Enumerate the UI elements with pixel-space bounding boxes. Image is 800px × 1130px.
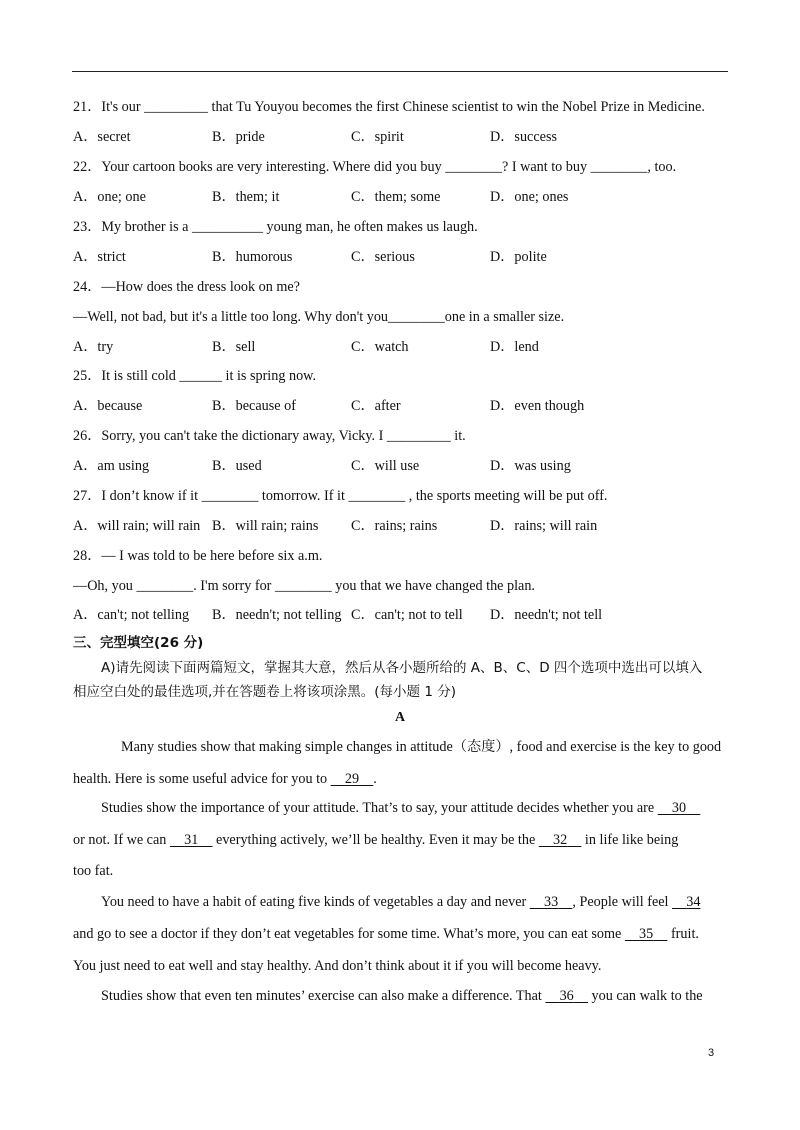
option-d[interactable]: D．one; ones: [490, 189, 569, 205]
question-27: 27．I don’t know if it ________ tomorrow. If it ________ , the sports meeting will be put off.: [73, 488, 608, 504]
option-b[interactable]: B．needn't; not telling: [212, 607, 342, 623]
passage-p2-line-3: too fat.: [73, 863, 114, 879]
question-25: 25．It is still cold ______ it is spring now.: [73, 368, 317, 384]
passage-text: health. Here is some useful advice for you to: [73, 771, 331, 787]
question-23: 23．My brother is a __________ young man, he often makes us laugh.: [73, 219, 478, 235]
question-28-response: —Oh, you ________. I'm sorry for ________ you that we have changed the plan.: [73, 578, 535, 594]
option-c[interactable]: C．will use: [351, 458, 420, 474]
question-28: 28．— I was told to be here before six a.m.: [73, 548, 323, 564]
option-c[interactable]: C．rains; rains: [351, 518, 438, 534]
passage-p2-line-2: or not. If we can 31 everything actively, we’ll be healthy. Even it may be the 32 in life like being: [73, 832, 679, 848]
option-d[interactable]: D．was using: [490, 458, 571, 474]
question-21: 21．It's our _________ that Tu Youyou becomes the first Chinese scientist to win the Nobel Prize in Medicine.: [73, 99, 705, 115]
passage-p3-line-2: and go to see a doctor if they don’t eat vegetables for some time. What’s more, you can eat some 35 fruit.: [73, 926, 699, 942]
option-b[interactable]: B．will rain; rains: [212, 518, 319, 534]
question-24: 24．—How does the dress look on me?: [73, 279, 300, 295]
option-b[interactable]: B．sell: [212, 339, 256, 355]
option-d[interactable]: D．polite: [490, 249, 547, 265]
passage-p3-line-3: You just need to eat well and stay healthy. And don’t think about it if you will become heavy.: [73, 958, 602, 974]
option-d[interactable]: D．needn't; not tell: [490, 607, 603, 623]
option-d[interactable]: D．success: [490, 129, 557, 145]
option-a[interactable]: A．because: [73, 398, 143, 414]
option-a[interactable]: A．can't; not telling: [73, 607, 190, 623]
option-c[interactable]: C．after: [351, 398, 401, 414]
option-c[interactable]: C．can't; not to tell: [351, 607, 463, 623]
option-a[interactable]: A．try: [73, 339, 114, 355]
blank-36[interactable]: 36: [559, 988, 574, 1004]
blank-31[interactable]: 31: [184, 832, 199, 848]
option-b[interactable]: B．humorous: [212, 249, 293, 265]
option-a[interactable]: A．am using: [73, 458, 150, 474]
option-c[interactable]: C．spirit: [351, 129, 404, 145]
blank-29[interactable]: 29: [344, 771, 360, 787]
option-d[interactable]: D．rains; will rain: [490, 518, 598, 534]
passage-p2-line-1: Studies show the importance of your attitude. That’s to say, your attitude decides whether you are 30: [101, 799, 700, 817]
option-c[interactable]: C．serious: [351, 249, 415, 265]
blank-33[interactable]: 33: [543, 894, 559, 910]
passage-label: A: [394, 710, 406, 725]
question-26: 26．Sorry, you can't take the dictionary away, Vicky. I _________ it.: [73, 428, 466, 444]
blank-34[interactable]: 34: [686, 894, 701, 910]
page-number: 3: [708, 1047, 715, 1059]
passage-p3-line-1: You need to have a habit of eating five kinds of vegetables a day and never 33 , People will feel 34: [101, 894, 701, 910]
section-instruction-line-2: 相应空白处的最佳选项,并在答题卷上将该项涂黑。(每小题 1 分): [73, 684, 456, 700]
blank-35[interactable]: 35: [639, 926, 654, 942]
option-d[interactable]: D．even though: [490, 398, 585, 414]
header-rule: [72, 71, 728, 72]
option-a[interactable]: A．strict: [73, 249, 126, 265]
passage-p1-line-2: health. Here is some useful advice for you to 29 .: [73, 771, 377, 787]
section-title: 三、完型填空(26 分): [73, 635, 204, 651]
option-a[interactable]: A．secret: [73, 129, 131, 145]
question-24-response: —Well, not bad, but it's a little too long. Why don't you________one in a smaller size.: [73, 309, 565, 325]
option-c[interactable]: C．them; some: [351, 189, 441, 205]
option-a[interactable]: A．will rain; will rain: [73, 518, 201, 534]
question-22: 22．Your cartoon books are very interesting. Where did you buy ________? I want to buy ________, too.: [73, 159, 677, 175]
blank-32[interactable]: 32: [553, 832, 568, 848]
option-a[interactable]: A．one; one: [73, 189, 146, 205]
blank-30[interactable]: 30: [671, 800, 687, 816]
option-b[interactable]: B．them; it: [212, 189, 280, 205]
section-instruction-line-1: A)请先阅读下面两篇短文，掌握其大意，然后从各小题所给的 A、B、C、D 四个选项中选出可以填入: [101, 660, 703, 676]
option-b[interactable]: B．because of: [212, 398, 296, 414]
option-b[interactable]: B．pride: [212, 129, 265, 145]
passage-p1-line-1: Many studies show that making simple changes in attitude（态度）, food and exercise is the key to good: [121, 739, 722, 755]
option-b[interactable]: B．used: [212, 458, 262, 474]
passage-p4-line-1: Studies show that even ten minutes’ exercise can also make a difference. That 36 you can walk to the: [101, 988, 703, 1004]
option-d[interactable]: D．lend: [490, 339, 539, 355]
option-c[interactable]: C．watch: [351, 339, 409, 355]
